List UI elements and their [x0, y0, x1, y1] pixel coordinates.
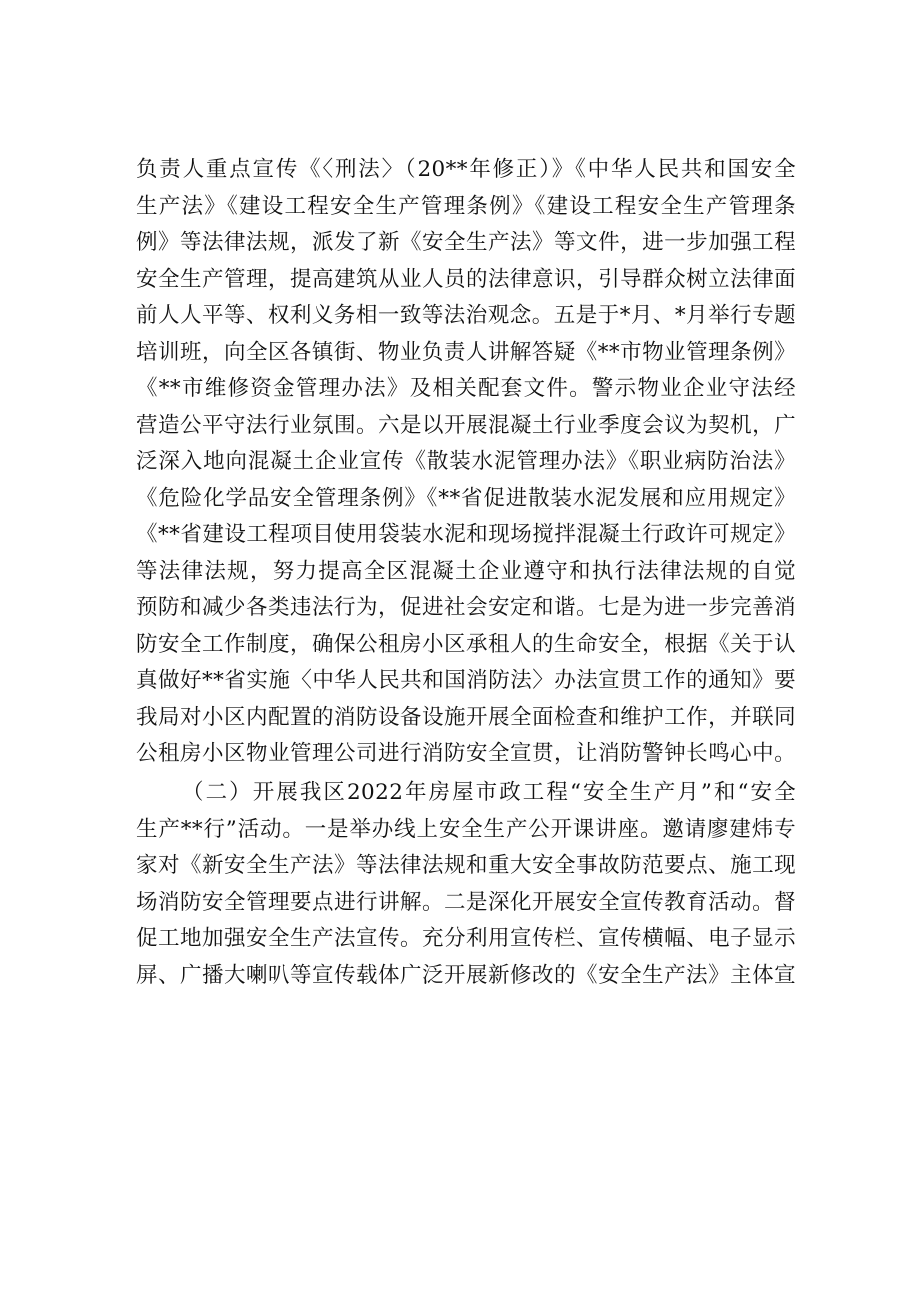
text-line: 例》等法律法规，派发了新《安全生产法》等文件，进一步加强工程	[136, 230, 796, 255]
text-line: 负责人重点宣传《〈刑法〉（20**年修正）》《中华人民共和国安全	[136, 157, 796, 182]
text-line: 促工地加强安全生产法宣传。充分利用宣传栏、宣传横幅、电子显示	[136, 926, 796, 951]
text-line: 家对《新安全生产法》等法律法规和重大安全事故防范要点、施工现	[136, 853, 796, 878]
text-line: 生产法》《建设工程安全生产管理条例》《建设工程安全生产管理条	[136, 193, 796, 219]
text-line: 预防和减少各类违法行为，促进社会安定和谐。七是为进一步完善消	[136, 595, 796, 620]
text-line: 营造公平守法行业氛围。六是以开展混凝土行业季度会议为契机，广	[136, 412, 796, 438]
text-line: 培训班，向全区各镇街、物业负责人讲解答疑《**市物业管理条例》	[136, 339, 796, 365]
text-line: 安全生产管理，提高建筑从业人员的法律意识，引导群众树立法律面	[136, 266, 796, 292]
text-line: 等法律法规，努力提高全区混凝土企业遵守和执行法律法规的自觉	[136, 558, 796, 584]
text-line: （二）开展我区2022年房屋市政工程“安全生产月”和“安全	[182, 780, 796, 805]
paragraph-1	[136, 152, 796, 773]
text-line: 屏、广播大喇叭等宣传载体广泛开展新修改的《安全生产法》主体宣	[136, 962, 796, 988]
paragraph-2	[136, 775, 796, 994]
text-line: 我局对小区内配置的消防设备设施开展全面检查和维护工作，并联同	[136, 704, 796, 730]
text-line: 《**市维修资金管理办法》及相关配套文件。警示物业企业守法经	[136, 376, 796, 401]
text-line: 《危险化学品安全管理条例》《**省促进散装水泥发展和应用规定》	[136, 485, 796, 511]
text-line: 真做好**省实施〈中华人民共和国消防法〉办法宣贯工作的通知》要	[136, 668, 796, 693]
text-line: 防安全工作制度，确保公租房小区承租人的生命安全，根据《关于认	[136, 631, 796, 657]
text-line: 公租房小区物业管理公司进行消防安全宣贯，让消防警钟长鸣心中。	[136, 741, 796, 766]
text-line: 生产**行”活动。一是举办线上安全生产公开课讲座。邀请廖建炜专	[136, 816, 796, 842]
text-line: 《**省建设工程项目使用袋装水泥和现场搅拌混凝土行政许可规定》	[136, 522, 796, 547]
text-line: 前人人平等、权利义务相一致等法治观念。五是于*月、*月举行专题	[136, 303, 796, 328]
text-line: 泛深入地向混凝土企业宣传《散装水泥管理办法》《职业病防治法》	[136, 449, 796, 474]
text-line: 场消防安全管理要点进行讲解。二是深化开展安全宣传教育活动。督	[136, 889, 796, 915]
